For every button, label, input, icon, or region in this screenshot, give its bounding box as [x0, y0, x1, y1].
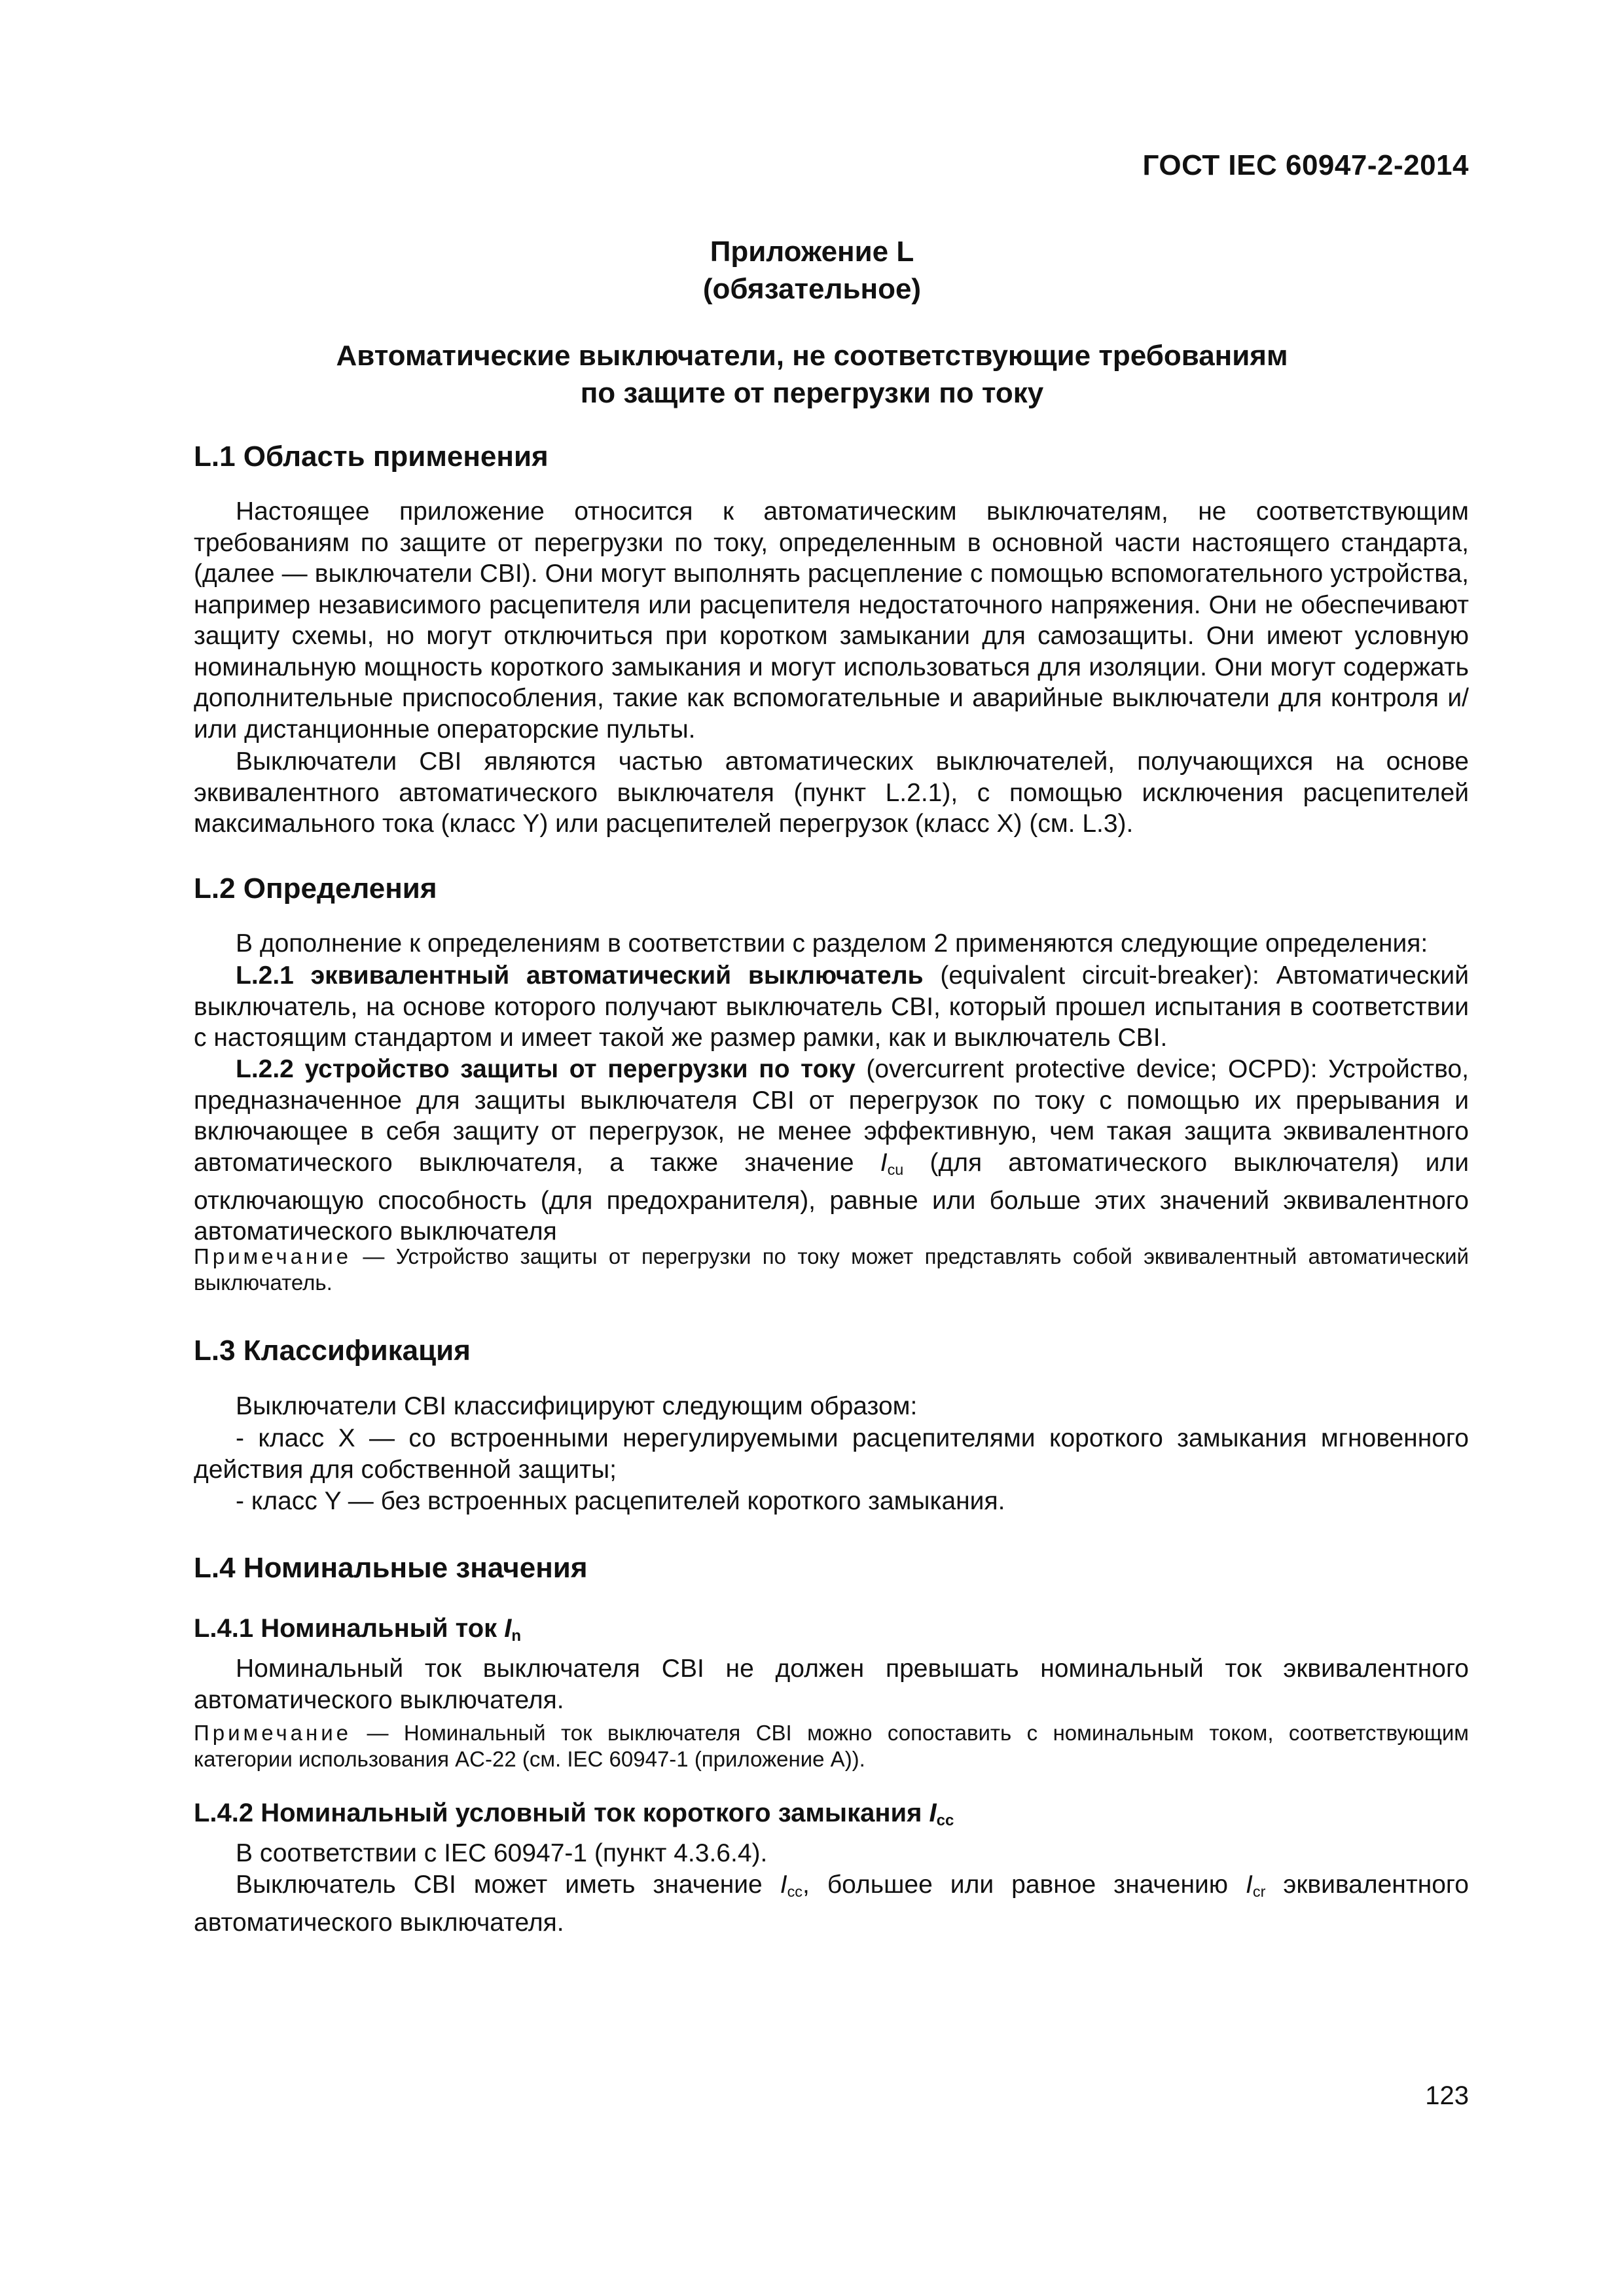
classification-item-y-text: - класс Y — без встроенных расцепителей короткого замыкания. — [236, 1487, 1005, 1515]
section-l2-heading-wrap — [194, 870, 1469, 907]
page-number: 123 — [1425, 2081, 1469, 2110]
subsection-l42-heading — [194, 1796, 1469, 1838]
subsection-l42-paragraph-1 — [194, 1838, 1469, 1869]
note-text: — Номинальный ток выключателя CBI можно сопоставить с номинальным током, соответствующим категории использования AC-22 (см. IEC 60947-1 (приложение A)). — [194, 1721, 1469, 1771]
symbol-subscript-cu: cu — [887, 1160, 904, 1178]
section-l3-heading-wrap — [194, 1333, 1469, 1369]
standard-designation: ГОСТ IEC 60947-2-2014 — [1142, 149, 1469, 181]
section-l2-intro — [194, 928, 1469, 960]
title-line-1: Автоматические выключатели, не соответствующие требованиям — [336, 340, 1288, 372]
symbol-subscript-n: n — [511, 1627, 522, 1645]
subsection-l42-paragraph-2 — [194, 1869, 1469, 1939]
subsection-l41-note — [194, 1720, 1469, 1772]
subsection-l41-paragraph — [194, 1653, 1469, 1715]
subsection-l42-p2-a: Выключатель CBI может иметь значение — [236, 1871, 780, 1899]
note-text: — Устройство защиты от перегрузки по току может представлять собой эквивалентный автоматический выключатель. — [194, 1244, 1469, 1295]
section-l2-intro-text: В дополнение к определениям в соответствии с разделом 2 применяются следующие определения: — [236, 929, 1428, 958]
definition-l22-term: L.2.2 устройство защиты от перегрузки по току — [236, 1055, 856, 1083]
symbol-subscript-cr: cr — [1252, 1882, 1266, 1900]
definition-l21 — [194, 960, 1469, 1054]
subsection-l42-heading-text: L.4.2 Номинальный условный ток короткого замыкания — [194, 1799, 929, 1827]
section-l4-heading: L.4 Номинальные значения — [194, 1552, 588, 1584]
definition-l22-text-a: (overcurrent protective device; OCPD): Устройство, предназначенное для защиты выключателя CBI от перегрузок по току с помощью их прерывания и включающее в себя защиту от перегрузок, не менее эффективную, чем такая защита эквивалентного автоматического выключателя, а также значение — [194, 1055, 1469, 1177]
subsection-l42-p2-c: эквивалентного автоматического выключателя. — [194, 1871, 1469, 1937]
section-l1-heading: L.1 Область применения — [194, 440, 549, 473]
note-label: Примечание — [194, 1244, 352, 1268]
section-l1-paragraph-2 — [194, 746, 1469, 840]
definition-l21-text: (equivalent circuit-breaker): Автоматический выключатель, на основе которого получают выключатель CBI, который прошел испытания в соответствии с настоящим стандартом и имеет такой же размер рамки, как и выключатель CBI. — [194, 961, 1469, 1052]
section-l1-paragraph-1 — [194, 496, 1469, 745]
section-l2-heading: L.2 Определения — [194, 872, 437, 905]
annex-title: Приложение L — [710, 236, 914, 268]
section-l4-heading-wrap — [194, 1550, 1469, 1587]
symbol-icc: I — [929, 1799, 937, 1827]
section-l3-intro — [194, 1391, 1469, 1422]
note-label: Примечание — [194, 1721, 352, 1745]
classification-item-x — [194, 1423, 1469, 1485]
title-line-2: по защите от перегрузки по току — [580, 377, 1044, 409]
subsection-l42-paragraph-1-text: В соответствии с IEC 60947-1 (пункт 4.3.6.4). — [236, 1839, 768, 1867]
section-l1-paragraph-1-text: Настоящее приложение относится к автоматическим выключателям, не соответствующим требованиям по защите от перегрузки по току, определенным в основной части настоящего стандарта, (далее — выключатели CBI). Они могут выполнять расцепление с помощью вспомогательного устройства, например независимого расцепителя или расцепителя недостаточного напряжения. Они не обеспечивают защиту схемы, но могут отключиться при коротком замыкании для самозащиты. Они имеют условную номинальную мощность короткого замыкания и могут использоваться для изоляции. Они могут содержать дополнительные приспособления, такие как вспомогательные и аварийные выключатели для контроля и/или дистанционные операторские пульты. — [194, 497, 1469, 744]
symbol-icc-2: I — [780, 1871, 787, 1899]
symbol-subscript-cc: cc — [936, 1812, 954, 1829]
definition-l21-term: L.2.1 эквивалентный автоматический выключатель — [236, 961, 924, 990]
symbol-subscript-cc-2: cc — [787, 1882, 803, 1900]
section-l1-heading-wrap — [194, 439, 1469, 475]
annex-status: (обязательное) — [702, 273, 922, 305]
symbol-i: I — [880, 1148, 888, 1177]
symbol-in: I — [504, 1614, 512, 1643]
section-l3-intro-text: Выключатели CBI классифицируют следующим образом: — [236, 1392, 918, 1420]
annex-heading — [0, 233, 1624, 308]
definition-l22 — [194, 1054, 1469, 1247]
subsection-l42-p2-b: , большее или равное значению — [802, 1871, 1246, 1899]
definition-l22-note — [194, 1244, 1469, 1296]
section-l3-heading: L.3 Классификация — [194, 1335, 471, 1367]
subsection-l41-heading — [194, 1611, 1469, 1653]
symbol-icr: I — [1246, 1871, 1253, 1899]
section-l1-paragraph-2-text: Выключатели CBI являются частью автоматических выключателей, получающихся на основе эквивалентного автоматического выключателя (пункт L.2.1), с помощью исключения расцепителей максимального тока (класс Y) или расцепителей перегрузок (класс X) (см. L.3). — [194, 747, 1469, 838]
classification-item-y — [194, 1486, 1469, 1517]
subsection-l41-paragraph-text: Номинальный ток выключателя CBI не должен превышать номинальный ток эквивалентного автоматического выключателя. — [194, 1655, 1469, 1714]
classification-item-x-text: - класс X — со встроенными нерегулируемыми расцепителями короткого замыкания мгновенного действия для собственной защиты; — [194, 1424, 1469, 1484]
definition-l22-text-b: (для автоматического выключателя) или отключающую способность (для предохранителя), равные или больше этих значений эквивалентного автоматического выключателя — [194, 1148, 1469, 1246]
subsection-l42-heading-wrap — [194, 1796, 1469, 1838]
subsection-l41-heading-text: L.4.1 Номинальный ток — [194, 1614, 505, 1643]
annex-subject-title — [0, 337, 1624, 412]
subsection-l41-heading-wrap — [194, 1611, 1469, 1653]
